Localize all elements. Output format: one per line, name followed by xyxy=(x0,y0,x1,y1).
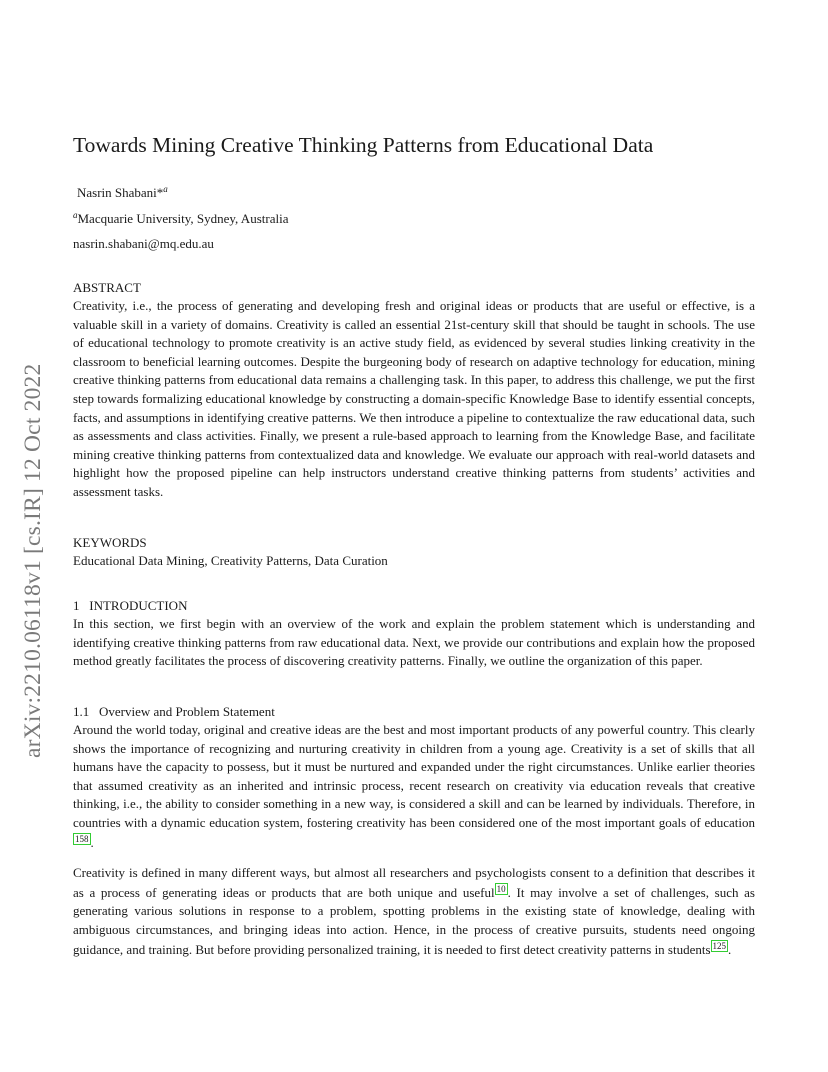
citation-link[interactable]: 10 xyxy=(496,883,506,894)
subsection-title: Overview and Problem Statement xyxy=(99,704,275,719)
overview-paragraph-1 xyxy=(73,721,755,852)
author-mark: a xyxy=(163,184,168,194)
paragraph-end: . xyxy=(90,834,94,850)
arxiv-stamp: arXiv:2210.06118v1 [cs.IR] 12 Oct 2022 xyxy=(20,363,46,758)
introduction-section xyxy=(73,597,755,671)
introduction-text: In this section, we first begin with an overview of the work and explain the problem statement which is understanding and identifying creative thinking patterns from raw educational data. Next, we provide our contributions and explain how the proposed method greatly facilitates the process of discovering creativity patterns. Finally, we outline the organization of this paper. xyxy=(73,616,755,669)
author-email[interactable]: nasrin.shabani@mq.edu.au xyxy=(73,236,214,251)
affiliation-line xyxy=(73,210,288,228)
subsection-number: 1.1 xyxy=(73,704,90,719)
citation-link[interactable]: 158 xyxy=(75,833,89,844)
keywords-heading: KEYWORDS xyxy=(73,535,147,550)
keywords-section xyxy=(73,534,755,571)
abstract-section xyxy=(73,279,755,502)
abstract-heading: ABSTRACT xyxy=(73,280,141,295)
subsection-heading xyxy=(73,703,755,721)
keywords-text: Educational Data Mining, Creativity Patterns, Data Curation xyxy=(73,553,388,568)
paragraph-end: . xyxy=(728,941,732,957)
citation-link[interactable]: 125 xyxy=(712,940,727,951)
paragraph-text: . It may involve a set of challenges, such as generating various solutions in response to a problem, spotting problems in the existing state of knowledge, dealing with ambiguous circumstances, and bringing ideas into action. Hence, in the process of creative pursuits, students need ongoing guidance, and training. But before providing personalized training, it is needed to first detect creativity patterns in students xyxy=(73,884,755,957)
introduction-heading xyxy=(73,597,755,615)
paragraph-text: Around the world today, original and creative ideas are the best and most important products of any powerful country. This clearly shows the importance of recognizing and nurturing creativity in children from a young age. Creativity is a set of skills that all humans have the capacity to possess, but it must be nurtured and expanded under the right circumstances. Unlike earlier theories that assumed creativity as an inherited and intrinsic process, recent research on creativity via education reveals that creative thinking, i.e., the ability to consider something in a new way, is considered a skill and can be learned by individuals. Therefore, in countries with a dynamic education system, fostering creativity has been considered one of the most important goals of education xyxy=(73,722,755,830)
section-title: INTRODUCTION xyxy=(89,598,188,613)
section-number: 1 xyxy=(73,598,80,613)
affiliation: Macquarie University, Sydney, Australia xyxy=(77,211,289,226)
author-line xyxy=(77,184,168,202)
overview-subsection xyxy=(73,703,755,959)
overview-paragraph-2 xyxy=(73,864,755,959)
affiliation-mark: a xyxy=(73,210,78,220)
paragraph-text: Creativity is defined in many different ways, but almost all researchers and psychologists consent to a definition that describes it as a process of generating ideas or products that are both unique and useful xyxy=(73,865,755,900)
author-name: Nasrin Shabani* xyxy=(77,185,164,200)
paper-title: Towards Mining Creative Thinking Patterns from Educational Data xyxy=(73,133,654,157)
abstract-text: Creativity, i.e., the process of generating and developing fresh and original ideas or products that are useful or effective, is a valuable skill in a variety of domains. Creativity is called an essential 21st-century skill that should be taught in schools. The use of educational technology to promote creativity is an active study field, as evidenced by several studies linking creativity in the classroom to beneficial learning outcomes. Despite the burgeoning body of research on adaptive technology for education, mining creative thinking patterns from educational data remains a challenging task. In this paper, to address this challenge, we put the first step towards formalizing educational knowledge by constructing a domain-specific Knowledge Base to identify essential concepts, facts, and assumptions in identifying creative patterns. We then introduce a pipeline to contextualize the raw educational data, such as assessments and class activities. Finally, we present a rule-based approach to learning from the Knowledge Base, and facilitate mining creative thinking patterns from contextualized data and knowledge. We evaluate our approach with real-world datasets and highlight how the proposed pipeline can help instructors understand creative thinking patterns from students’ activities and assessment tasks. xyxy=(73,298,755,499)
